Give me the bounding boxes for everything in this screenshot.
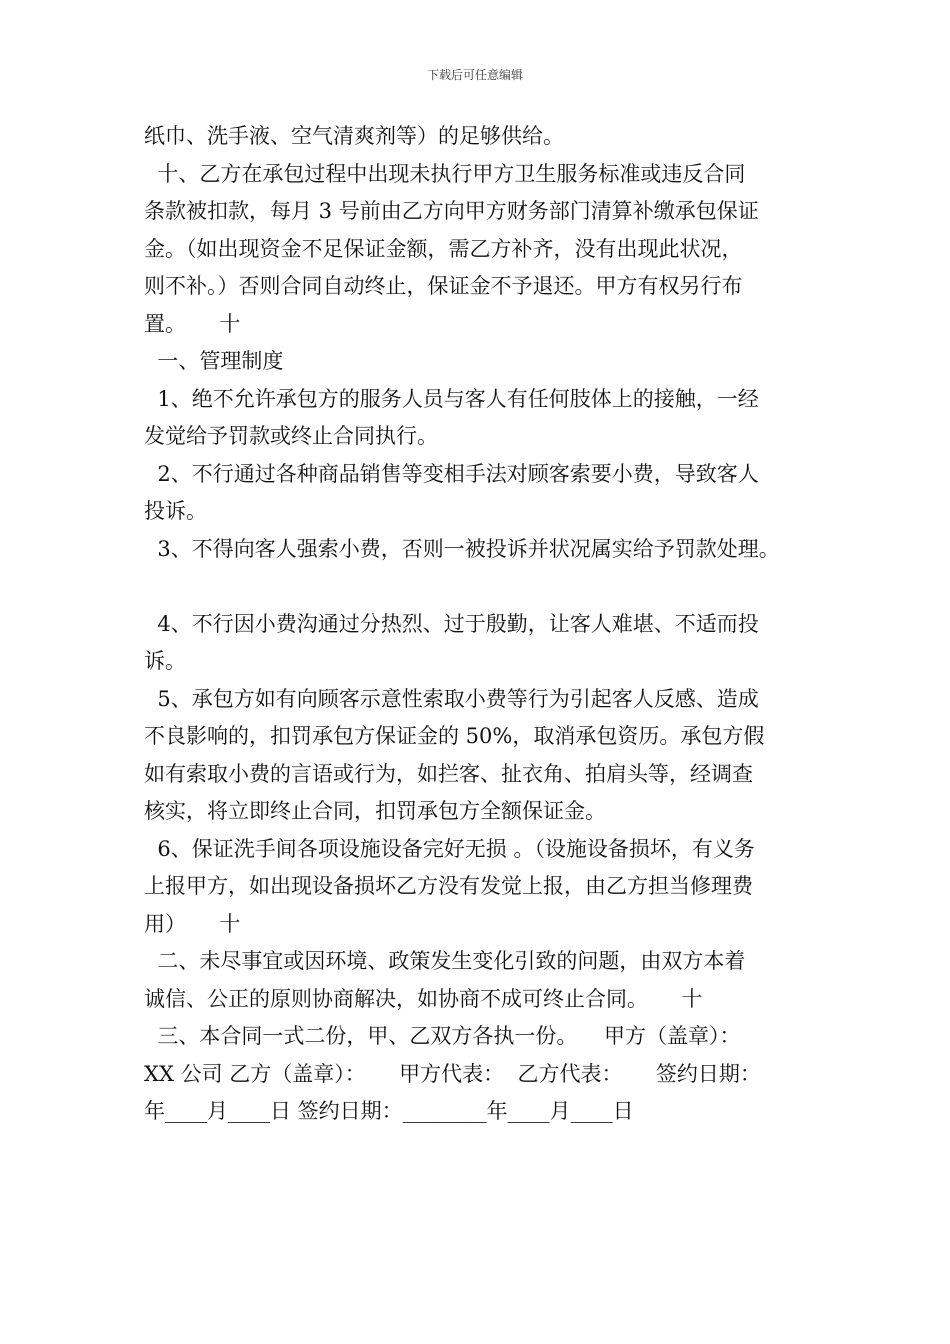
text-line: 6、保证洗手间各项设施设备完好无损 。（设施设备损坏，有义务 [144, 836, 755, 861]
blank-line [144, 568, 824, 606]
text-line: 不良影响的，扣罚承包方保证金的 50%，取消承包资历。承包方假 [144, 724, 765, 748]
text-line: 诚信、公正的原则协商解决，如协商不成可终止合同。 十 [144, 986, 703, 1011]
text-line: 5、承包方如有向顾客示意性索取小费等行为引起客人反感、造成 [144, 686, 759, 711]
text-line: 如有索取小费的言语或行为，如拦客、扯衣角、拍肩头等，经调查 [144, 761, 753, 786]
text-line: 纸巾、洗手液、空气清爽剂等）的足够供给。 [144, 124, 564, 148]
text-line: 3、不得向客人强索小费，否则一被投诉并状况属实给予罚款处理。 [144, 536, 780, 561]
signature-line: 三、本合同一式二份，甲、乙双方各执一份。 甲方（盖章）： [144, 1024, 741, 1048]
date-line: 年____月____日 签约日期：________年____月____日 [144, 1099, 634, 1123]
text-line: 则不补。）否则合同自动终止，保证金不予退还。甲方有权另行布 [144, 274, 743, 298]
section-heading: 一、管理制度 [144, 349, 284, 373]
contract-body [144, 118, 824, 1131]
text-line: 投诉。 [144, 499, 207, 523]
text-line: 二、未尽事宜或因环境、政策发生变化引致的问题，由双方本着 [144, 949, 746, 973]
text-line: 用） 十 [144, 911, 241, 936]
text-line: 条款被扣款，每月 3 号前由乙方向甲方财务部门清算补缴承包保证 [144, 199, 759, 223]
text-line: 4、不行因小费沟通过分热烈、过于殷勤，让客人难堪、不适而投 [144, 611, 759, 636]
text-line: 核实，将立即终止合同，扣罚承包方全额保证金。 [144, 799, 606, 823]
text-line: 诉。 [144, 649, 186, 673]
signature-line: XX 公司 乙方（盖章）： 甲方代表： 乙方代表： 签约日期： [144, 1061, 761, 1086]
text-line: 十、乙方在承包过程中出现未执行甲方卫生服务标准或违反合同 [144, 161, 746, 186]
header-note: 下载后可任意编辑 [426, 68, 523, 82]
text-line: 上报甲方，如出现设备损坏乙方没有发觉上报，由乙方担当修理费 [144, 874, 753, 898]
text-line: 置。 十 [144, 311, 241, 336]
text-line: 金。（如出现资金不足保证金额，需乙方补齐，没有出现此状况， [144, 236, 743, 261]
text-line: 2、不行通过各种商品销售等变相手法对顾客索要小费，导致客人 [144, 461, 759, 486]
text-line: 发觉给予罚款或终止合同执行。 [144, 424, 438, 448]
text-line: 1、绝不允许承包方的服务人员与客人有任何肢体上的接触，一经 [144, 386, 759, 411]
